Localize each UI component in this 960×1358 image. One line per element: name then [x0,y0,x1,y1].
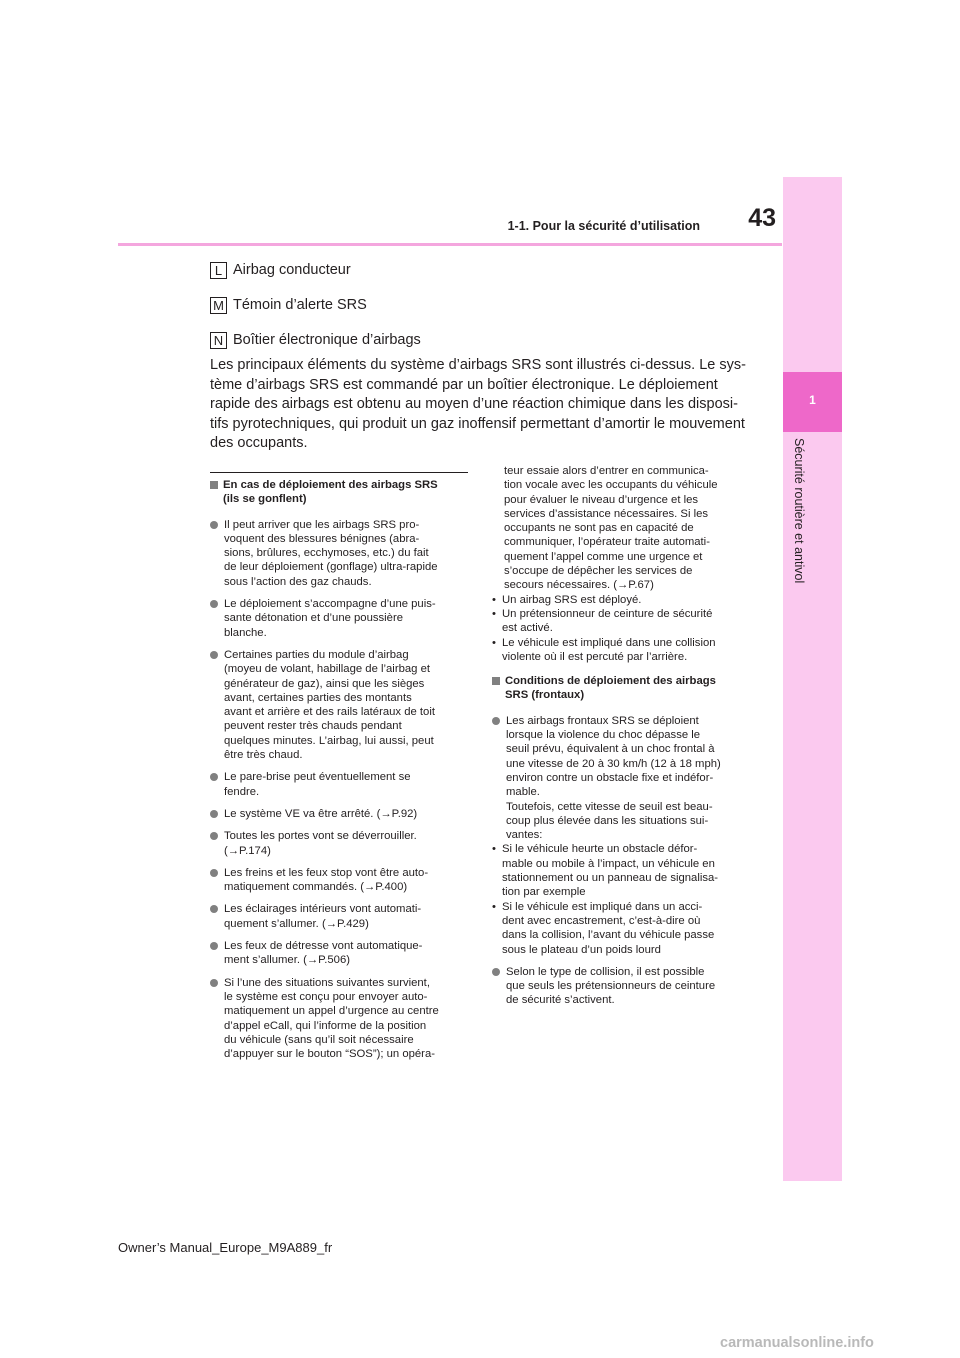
bullet-text: Le déploiement s’accompagne d’une puis- sante détonation et d’une poussière blanche. [224,598,436,639]
bullet-icon [492,968,500,976]
continuation-text: teur essaie alors d’entrer en communica- tion vocale avec les occupants du véhicule pour évaluer le niveau d’urgence et les services d’assistance nécessaires. Si les occupants ne sont pas en capacité de communiquer, l’opérateur traite automati- quement l’appel comme une urgence et s’occupe de dépêcher les services de secours nécessaires. (→P.67) [504,465,718,592]
list-item [210,829,468,858]
sub-item-text: Le véhicule est impliqué dans une collision violente où il est percuté par l’arrière. [502,636,716,663]
bullet-text: Les airbags frontaux SRS se déploient lorsque la violence du choc dépasse le seuil prévu, équivalent à un choc frontal à une vitesse de 20 à 30 km/h (12 à 18 mph) environ contre un obstacle fixe et indéfor- mable. Toutefois, cette vitesse de seuil est beau- coup plus élevée dans les situations sui- vantes: [506,714,721,842]
header-rule [118,243,782,246]
sub-list-item: • Si le véhicule heurte un obstacle défor- mable ou mobile à l’impact, un véhicule en stationnement ou un panneau de signalisa- tion par exemple [492,843,719,899]
watermark: carmanualsonline.info [720,1335,874,1351]
legend-label: Boîtier électronique d’airbags [233,332,421,348]
legend-item [210,294,770,316]
column-rule [210,472,468,473]
list-item [210,597,468,640]
bullet-text: Selon le type de collision, il est possible que seuls les prétensionneurs de ceinture de sécurité s’activent. [506,965,716,1007]
legend-key: N [210,332,227,349]
list-item [210,939,468,968]
chapter-title: Sécurité routière et antivol [792,438,806,584]
list-item [210,770,468,799]
heading-text: Conditions de déploiement des airbags SRS (frontaux) [505,675,716,702]
bullet-icon [210,942,218,950]
bullet-text: Les éclairages intérieurs vont automati- quement s’allumer. (→P.429) [224,903,422,930]
legend-key: M [210,297,227,314]
list-item [210,648,468,762]
bullet-icon [210,521,218,529]
bullet-text: Les freins et les feux stop vont être auto- matiquement commandés. (→P.400) [224,866,429,894]
legend-label: Airbag conducteur [233,262,351,278]
figure-legend [210,259,770,364]
bullet-text: Toutes les portes vont se déverrouiller. (→P.174) [224,830,417,857]
sub-list-item: • Un prétensionneur de ceinture de sécurité est activé. [492,607,713,635]
right-column [492,464,750,1016]
sub-list-item: • Si le véhicule est impliqué dans un acci- dent avec encastrement, c’est-à-dire où dans la collision, l’avant du véhicule passe sous le plateau d’un poids lourd [492,900,715,956]
document-footer: Owner’s Manual_Europe_M9A889_fr [118,1240,333,1255]
heading-text: En cas de déploiement des airbags SRS (ils se gonflent) [223,479,438,506]
section-heading [492,674,750,703]
bullet-text: Le pare-brise peut éventuellement se fendre. [224,771,411,798]
section-title: 1-1. Pour la sécurité d’utilisation [507,219,700,233]
bullet-icon [210,600,218,608]
chapter-number: 1 [809,393,816,407]
left-column [210,478,468,1069]
sub-list-item: • Un airbag SRS est déployé. [492,593,642,606]
section-heading [210,478,468,507]
bullet-text: Certaines parties du module d’airbag (moyeu de volant, habillage de l’airbag et générateur de gaz), ainsi que les sièges avant, certaines parties des montants avant et arrière et des rails latéraux de toit peuvent rester très chauds pendant quelques minutes. L’airbag, lui aussi, peut être très chaud. [224,648,435,762]
bullet-text: Si l’une des situations suivantes survient, le système est conçu pour envoyer auto- matiquement un appel d’urgence au centre d’appel eCall, qui l’informe de la position du véhicule (sans qu’il soit nécessaire d’appuyer sur le bouton “SOS”); un opéra- [224,976,439,1061]
legend-key: L [210,262,227,279]
bullet-text: Les feux de détresse vont automatique- ment s’allumer. (→P.506) [224,940,423,967]
bullet-icon [210,651,218,659]
bullet-text: Il peut arriver que les airbags SRS pro- voquent des blessures bénignes (abra- sions, brûlures, ecchymoses, etc.) du fait de leur déploiement (gonflage) ultra-rapide sous l’action des gaz chauds. [224,518,438,588]
sub-item-text: Si le véhicule heurte un obstacle défor- mable ou mobile à l’impact, un véhicule en stationnement ou un panneau de signalisa- tion par exemple [502,843,719,899]
bullet-icon [210,773,218,781]
bullet-icon [492,717,500,725]
bullet-icon [210,869,218,877]
bullet-icon [210,810,218,818]
list-item [210,518,468,589]
legend-item [210,329,770,351]
list-item [210,866,468,895]
sub-item-text: Un prétensionneur de ceinture de sécurité est activé. [502,607,713,635]
bullet-icon [210,979,218,987]
bullet-icon [210,905,218,913]
legend-item [210,259,770,281]
list-item [210,976,468,1062]
page-number: 43 [748,204,776,232]
sub-item-text: Si le véhicule est impliqué dans un acci- dent avec encastrement, c’est-à-dire où dans la collision, l’avant du véhicule passe sous le plateau d’un poids lourd [502,900,715,956]
chapter-side-tab [783,177,842,1181]
square-bullet-icon [210,481,218,489]
sub-list-item: • Le véhicule est impliqué dans une collision violente où il est percuté par l’arrière. [492,636,716,663]
square-bullet-icon [492,677,500,685]
list-item [210,807,468,821]
list-item [492,965,750,1008]
intro-paragraph: Les principaux éléments du système d’airbags SRS sont illustrés ci-dessus. Le sys- tème d’airbags SRS est commandé par un boîtier électronique. Le déploiement rapide des airbags est obtenu au moyen d’une réaction chimique dans les disposi- tifs pyrotechniques, qui produit un gaz inoffensif permettant d’amortir le mouvement des occupants. [210,357,746,451]
legend-label: Témoin d’alerte SRS [233,297,367,313]
list-item [210,902,468,931]
sub-item-text: Un airbag SRS est déployé. [502,593,642,606]
list-item [492,714,750,843]
bullet-icon [210,832,218,840]
bullet-text: Le système VE va être arrêté. (→P.92) [224,807,418,820]
